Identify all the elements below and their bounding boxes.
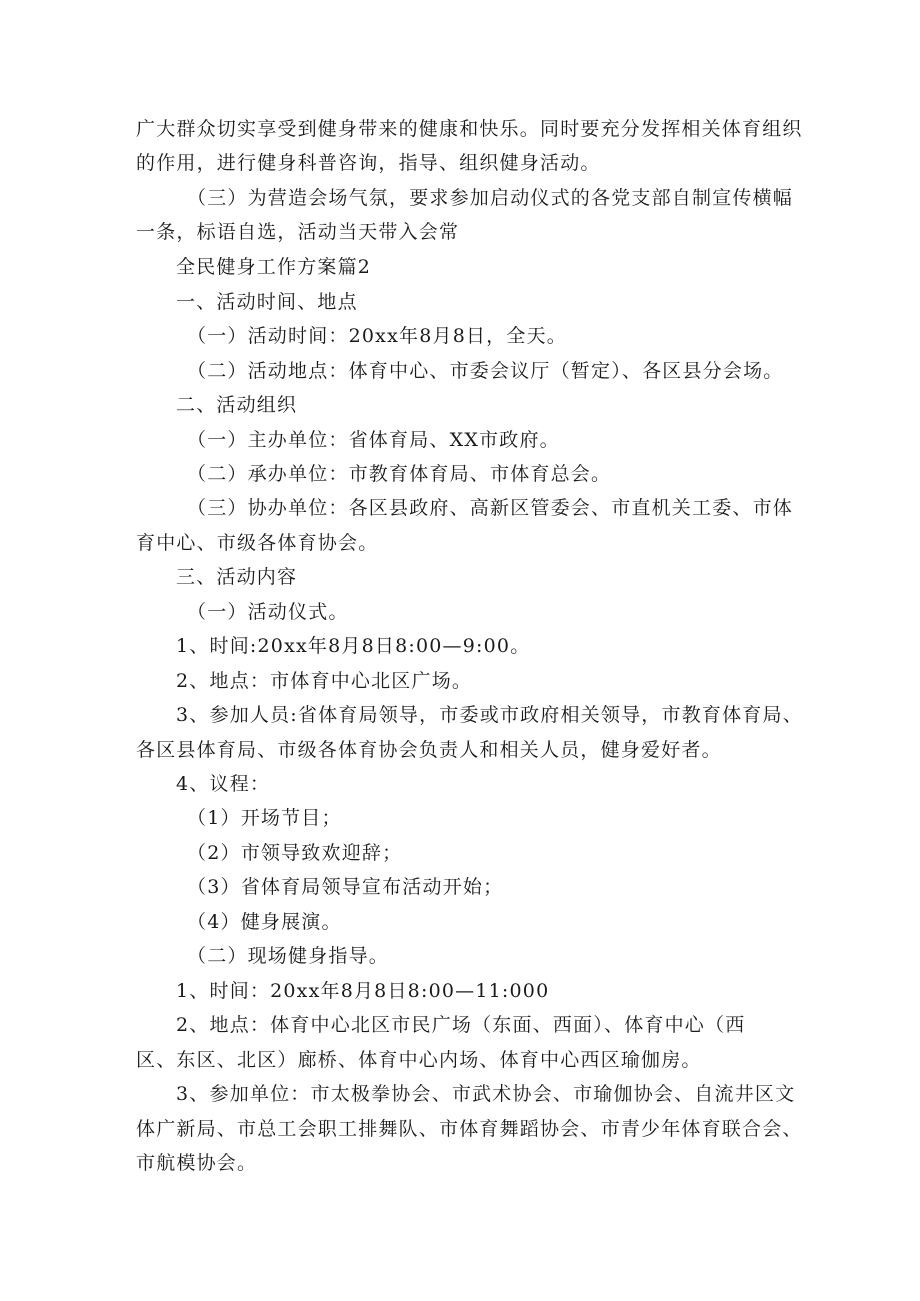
text-line: 区、东区、北区）廊桥、体育中心内场、体育中心西区瑜伽房。	[136, 1049, 702, 1071]
heading-line: 三、活动内容	[176, 566, 298, 588]
text-line: （一）活动时间：20xx年8月8日，全天。	[187, 325, 567, 347]
text-line: （二）现场健身指导。	[187, 945, 390, 967]
text-line: （一）主办单位：省体育局、XX市政府。	[187, 429, 560, 451]
list-item: （4）健身展演。	[187, 911, 342, 933]
text-line: （二）活动地点：体育中心、市委会议厅（暂定）、各区县分会场。	[187, 360, 784, 382]
text-line: 3、参加人员:省体育局领导，市委或市政府相关领导，市教育体育局、	[176, 704, 803, 726]
text-line: 1、时间：20xx年8月8日8:00—11:000	[176, 980, 550, 1002]
text-line: （三）为营造会场气氛，要求参加启动仪式的各党支部自制宣传横幅	[187, 187, 794, 209]
text-line: 4、议程：	[176, 773, 271, 795]
text-line: 的作用，进行健身科普咨询，指导、组织健身活动。	[136, 152, 601, 174]
list-item: （3）省体育局领导宣布活动开始；	[187, 876, 504, 898]
text-line: 3、参加单位：市太极拳协会、市武术协会、市瑜伽协会、自流井区文	[176, 1083, 796, 1105]
text-line: 育中心、市级各体育协会。	[136, 532, 379, 554]
heading-line: 一、活动时间、地点	[176, 291, 358, 313]
text-line: （三）协办单位：各区县政府、高新区管委会、市直机关工委、市体	[187, 497, 794, 519]
text-line: 1、时间:20xx年8月8日8:00—9:00。	[176, 635, 531, 657]
section-title: 全民健身工作方案篇2	[176, 256, 372, 278]
text-line: 2、地点：体育中心北区市民广场（东面、西面）、体育中心（西	[176, 1014, 746, 1036]
text-line: 广大群众切实享受到健身带来的健康和快乐。同时要充分发挥相关体育组织	[136, 118, 803, 140]
text-line: 各区县体育局、市级各体育协会负责人和相关人员，健身爱好者。	[136, 739, 722, 761]
list-item: （2）市领导致欢迎辞；	[187, 842, 403, 864]
text-line: 2、地点：市体育中心北区广场。	[176, 670, 473, 692]
heading-line: 二、活动组织	[176, 394, 298, 416]
text-line: 体广新局、市总工会职工排舞队、市体育舞蹈协会、市青少年体育联合会、	[136, 1118, 803, 1140]
text-line: 市航模协会。	[136, 1152, 258, 1174]
text-line: （一）活动仪式。	[187, 601, 349, 623]
list-item: （1）开场节目；	[187, 807, 342, 829]
text-line: 一条，标语自选，活动当天带入会常	[136, 221, 460, 243]
text-line: （二）承办单位：市教育体育局、市体育总会。	[187, 463, 612, 485]
